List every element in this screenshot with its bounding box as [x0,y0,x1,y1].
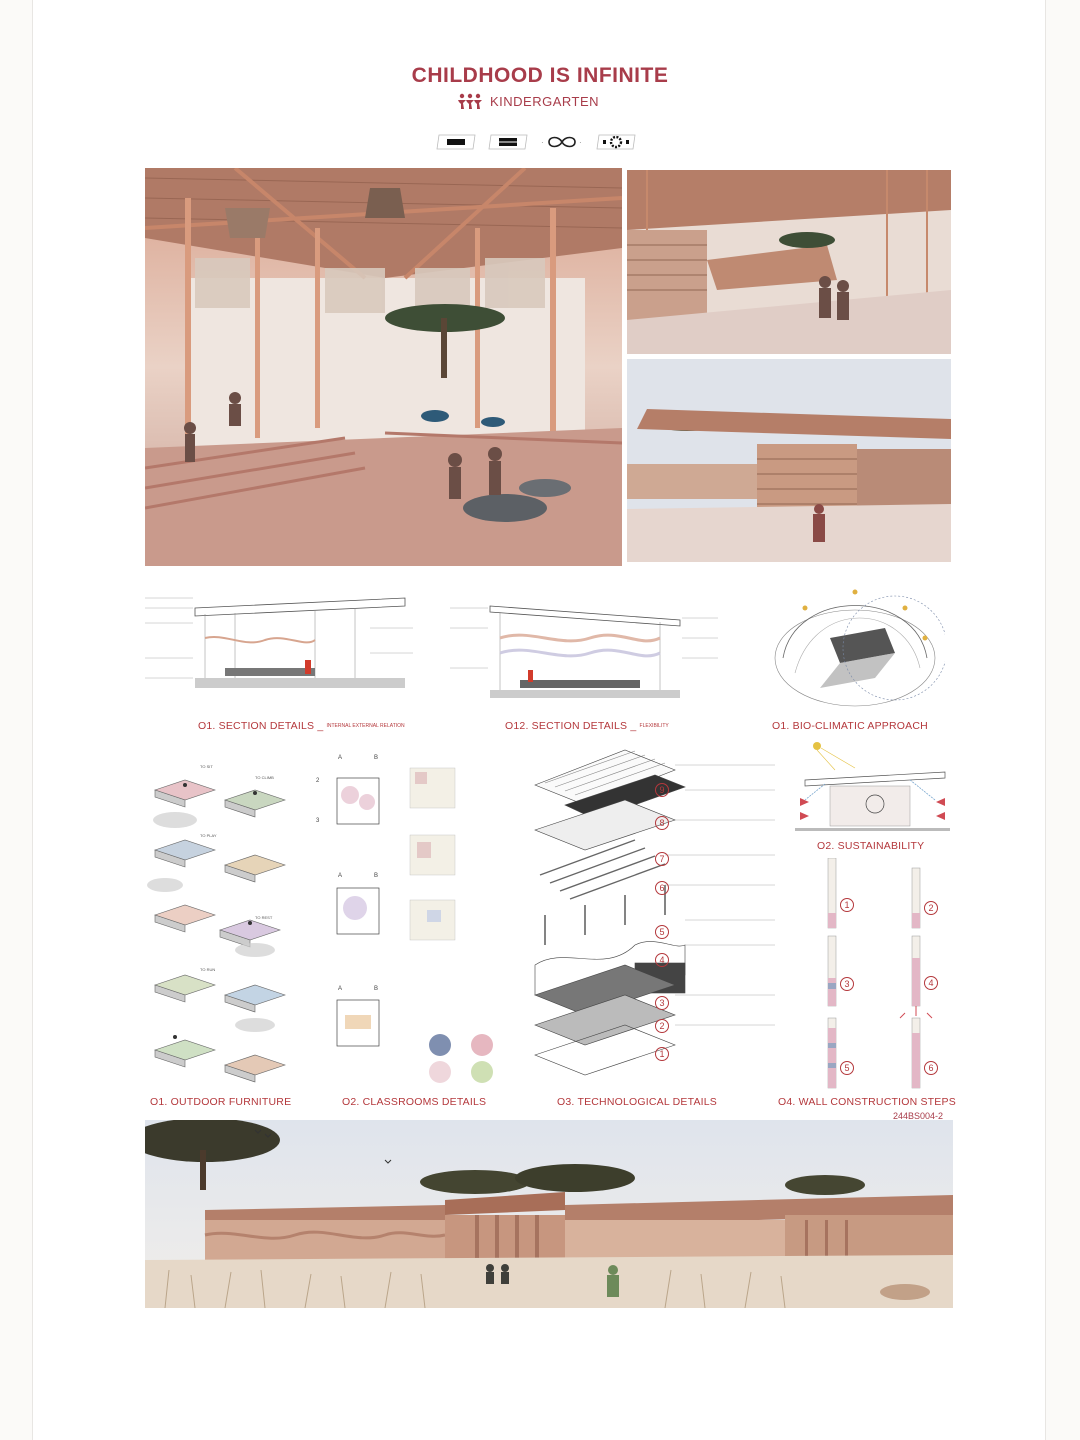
grid-label-a2: A [338,873,343,879]
interior-render-main [145,168,622,566]
children-logo-icon [456,93,484,109]
sustainability-diagram [795,740,950,840]
tech-layer-6: 6 [655,881,669,895]
caption-technological: O3. TECHNOLOGICAL DETAILS [557,1096,718,1108]
caption-outdoor-furniture: O1. OUTDOOR FURNITURE [150,1096,292,1108]
grid-label-b1: B [374,755,379,761]
tech-layer-7: 7 [655,852,669,866]
grid-label-b3: B [374,986,379,992]
caption-section-1: O1. SECTION DETAILS _ INTERNAL EXTERNAL RELATION [198,720,405,732]
tech-layer-1: 1 [655,1047,669,1061]
concept-icons [435,130,645,154]
outdoor-label-run: TO RUN [200,967,216,972]
tech-layer-9: 9 [655,783,669,797]
wall-step-1: 1 [840,898,854,912]
wall-step-5: 5 [840,1061,854,1075]
sun-path-diagram [765,578,945,713]
exploded-axonometric [525,745,785,1090]
tech-layer-4: 4 [655,953,669,967]
grid-label-3-1: 3 [316,818,320,824]
infinity-icon [539,132,585,152]
svg-text:·: · [579,138,582,147]
wall-step-4: 4 [924,976,938,990]
caption-section-2: O12. SECTION DETAILS _ FLEXIBILITY [505,720,669,732]
tech-layer-2: 2 [655,1019,669,1033]
document-code: 244BS004-2 [893,1111,944,1121]
tech-layer-3: 3 [655,996,669,1010]
wall-step-3: 3 [840,977,854,991]
caption-wall-steps: O4. WALL CONSTRUCTION STEPS [778,1096,956,1108]
poster-subtitle: KINDERGARTEN [490,93,600,109]
tech-layer-5: 5 [655,925,669,939]
section-drawing-1 [145,578,415,708]
caption-classrooms: O2. CLASSROOMS DETAILS [342,1096,487,1108]
caption-section-2-main: O12. SECTION DETAILS [505,720,628,732]
grid-label-2-1: 2 [316,778,320,784]
wall-step-2: 2 [924,901,938,915]
svg-text:·: · [541,138,544,147]
caption-bioclimatic: O1. BIO-CLIMATIC APPROACH [772,720,928,732]
subtitle-row [456,91,656,111]
caption-section-1-main: O1. SECTION DETAILS [198,720,315,732]
grid-label-a3: A [338,986,343,992]
panorama-render [145,1120,953,1308]
exterior-render [627,359,951,562]
caption-section-1-sub: INTERNAL EXTERNAL RELATION [326,723,405,730]
caption-sustainability: O2. SUSTAINABILITY [817,840,925,852]
tech-layer-8: 8 [655,816,669,830]
classroom-plans [315,750,505,1090]
wall-step-6: 6 [924,1061,938,1075]
outdoor-furniture-diagrams [145,745,320,1090]
outdoor-label-sit: TO SIT [200,764,213,769]
courtyard-render [627,170,951,354]
outdoor-label-rest: TO REST [255,915,273,920]
grid-label-b2: B [374,873,379,879]
rectangle-icon [435,132,477,152]
dots-ring-icon [595,132,637,152]
caption-section-2-sub: FLEXIBILITY [639,723,669,730]
outdoor-label-play: TO PLAY [200,833,217,838]
wall-construction-steps [800,858,950,1090]
poster-title: CHILDHOOD IS INFINITE [411,64,669,87]
outdoor-label-climb: TO CLIMB [255,775,274,780]
section-drawing-2 [450,598,720,710]
grid-label-a1: A [338,755,343,761]
cube-icon [487,132,529,152]
